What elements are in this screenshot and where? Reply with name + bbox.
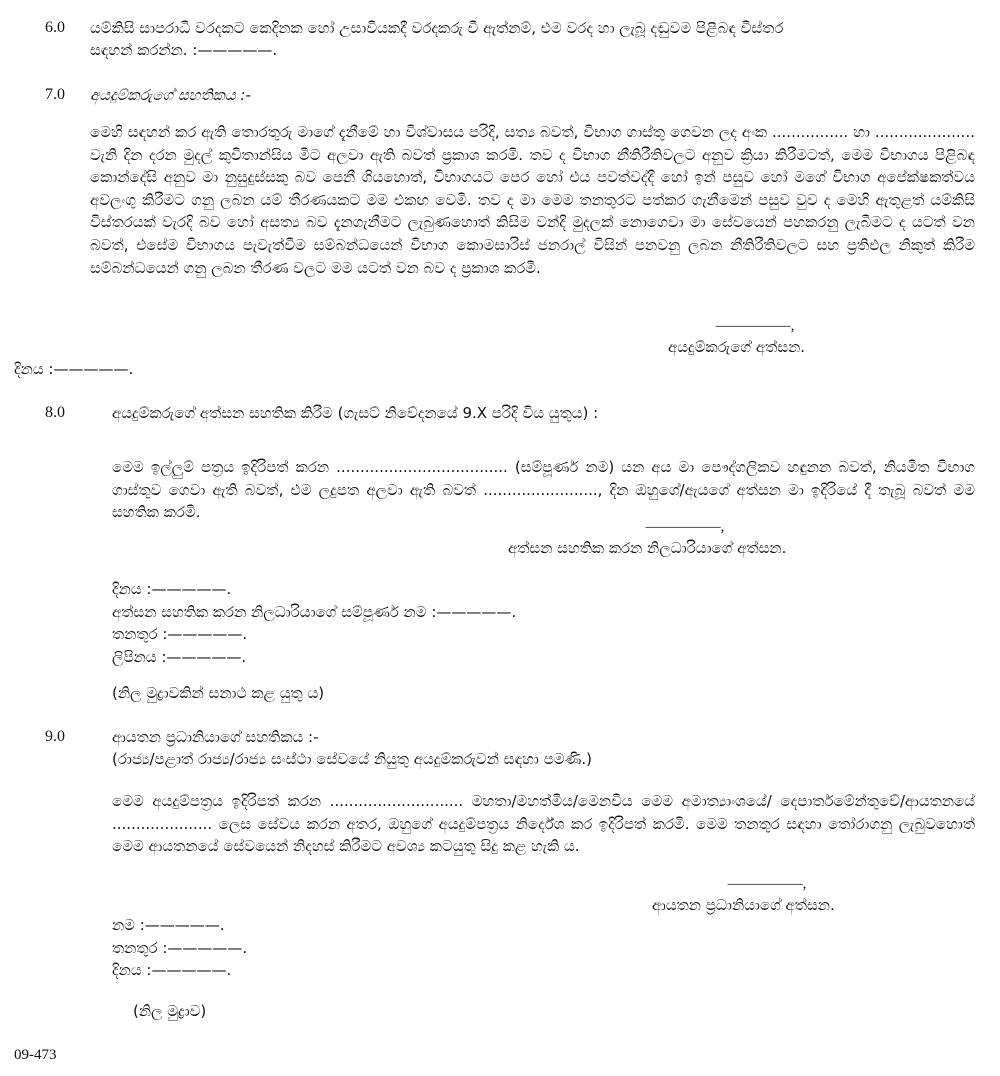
section-6-number: 6.0 — [45, 19, 65, 36]
section-7-heading: අයදුම්කරුගේ සහතිකය :- — [90, 86, 251, 104]
official-seal-note: (නිල මුද්‍රාව) — [133, 1002, 207, 1020]
section-8-heading: අයදුම්කරුගේ අත්සන සහතික කිරීම (ගැසට් නිවේදනයේ 9.X පරිදි විය යුතුය) : — [112, 404, 599, 422]
section-6-text — [90, 17, 980, 61]
officer-address-field: ලිපිනය :—————. — [112, 647, 247, 666]
section-7-declaration: මෙහි සඳහන් කර ඇති තොරතුරු මාගේ දැනීමේ හා විශ්වාසය පරිදි, සත්‍ය බවත්, විභාග ගාස්තු ගෙවන ලද අංක ................ හා ..................... වැනි දින දරන මුදල් කුවිතාන්සිය මීට අලවා ඇති බවත් ප්‍රකාශ කරමි. තව ද විභාග නීතිරීතිවලට අනුව ක්‍රියා කිරීමටත්, මෙම විභාගය පිළිබඳ කොන්දේසි අනුව මා නුසුදුස්සකු බව පෙනී ගියහොත්, විභාගයට පෙර හෝ එය පවත්වද්දී හෝ ඉන් පසුව හෝ මගේ විභාග අපේක්ෂකත්වය අවලංගු කිරීමට ගනු ලබන යම් තීරණයකට මම එකඟ වෙමි. තව ද මා මෙම තනතුරට පත්කර ගැනීමෙන් පසුව වුව ද මෙහි ඇතුළත් යම්කිසි විස්තරයක් වැරදි බව හෝ අසත්‍ය බව දැනගැනීමට ලැබුණහොත් කිසිම වන්දි මුදලක් නොගෙවා මා සේවයෙන් පහකරනු ලැබීමට ද යටත් වන බවත්, එසේම විභාගය පැවැත්වීම සම්බන්ධයෙන් විභාග කොමසාරිස් ජනරාල් විසින් පනවනු ලබන නීතිරීතිවලට සහ ප්‍රතිඵල නිකුත් කිරීම සම්බන්ධයෙන් ගනු ලබන තීරණ වලට මම යටත් වන බව ද ප්‍රකාශ කරමි. — [90, 123, 975, 277]
document-code: 09-473 — [14, 1047, 57, 1063]
officer-signature-line: —————, — [645, 519, 725, 535]
official-stamp-note: (නිල මුද්‍රාවකින් සනාථ කළ යුතු ය) — [112, 684, 325, 702]
applicant-signature-line: —————, — [715, 318, 795, 334]
section-9-subheading: (රාජ්‍ය/පළාත් රාජ්‍ය/රාජ්‍ය සංස්ථා සේවයේ නියුතු අයදුම්කරුවන් සඳහා පමණි.) — [112, 750, 593, 768]
section-8-certification: මෙම ඉල්ලුම් පත්‍රය ඉදිරිපත් කරන .................................... (සම්පූර්ණ නම) යන අය මා පෞද්ගලිකව හඳුනන බවත්, නියමිත විභාග ගාස්තුව ගෙවා ඇති බවත්, එම ලදුපත අලවා ඇති බවත් ........................, දින ඔහුගේ/ඇයගේ අත්සන මා ඉදිරියේ දී තැබූ බවත් මම සහතික කරමි. — [112, 458, 975, 522]
section-9-fields — [112, 914, 247, 982]
section-7-number: 7.0 — [45, 86, 65, 103]
section-9-certificate: මෙම අයදුම්පත්‍රය ඉදිරිපත් කරන ............................ මහතා/මහත්මිය/මෙනවිය මෙම අමාත්‍යාංශයේ/ දෙපාර්තමේන්තුවේ/ආයතනයේ ..................... ලෙස සේවය කරන අතර, ඔහුගේ අයදුම්පත්‍රය නිර්දේශ කර ඉදිරිපත් කරමි. මෙම තනතුර සඳහා තෝරාගනු ලැබුවහොත් මෙම ආයතනයේ සේවයෙන් නිදහස් කිරීමට අවශ්‍ය කටයුතු සිදු කළ හැකි ය. — [112, 792, 975, 856]
section-9-number: 9.0 — [45, 728, 65, 745]
section-9-heading: ආයතන ප්‍රධානියාගේ සහතිකය :- — [112, 728, 319, 746]
applicant-signature-label: අයදුම්කරුගේ අත්සන. — [668, 338, 806, 356]
section-6-line2: සඳහන් කරන්න. :—————. — [90, 41, 278, 59]
head-of-institution-signature-label: ආයතන ප්‍රධානියාගේ අත්සන. — [652, 896, 835, 914]
head-date-field: දිනය :—————. — [112, 961, 232, 979]
officer-designation-field: තනතුර :—————. — [112, 625, 248, 643]
officer-signature-label: අත්සන සහතික කරන නිලධාරියාගේ අත්සන. — [508, 539, 787, 557]
head-designation-field: තනතුර :—————. — [112, 938, 248, 957]
head-name-field: නම :—————. — [112, 916, 225, 934]
applicant-date-field: දිනය :—————. — [14, 360, 134, 378]
section-8-number: 8.0 — [45, 404, 65, 421]
section-6-line1: යම්කිසි සාපරාධී වරදකට කෙදිනක හෝ උසාවියකදී වරදකරු වී ඇත්නම්, එම වරද හා ලැබූ දඬුවම පිළිබඳ විස්තර — [90, 19, 784, 37]
officer-full-name-field: අත්සන සහතික කරන නිලධාරියාගේ සම්පූර්ණ නම :—————. — [112, 602, 517, 621]
head-of-institution-signature-line: —————, — [727, 876, 807, 892]
officer-date-field: දිනය :—————. — [112, 580, 232, 598]
section-8-fields — [112, 578, 516, 668]
